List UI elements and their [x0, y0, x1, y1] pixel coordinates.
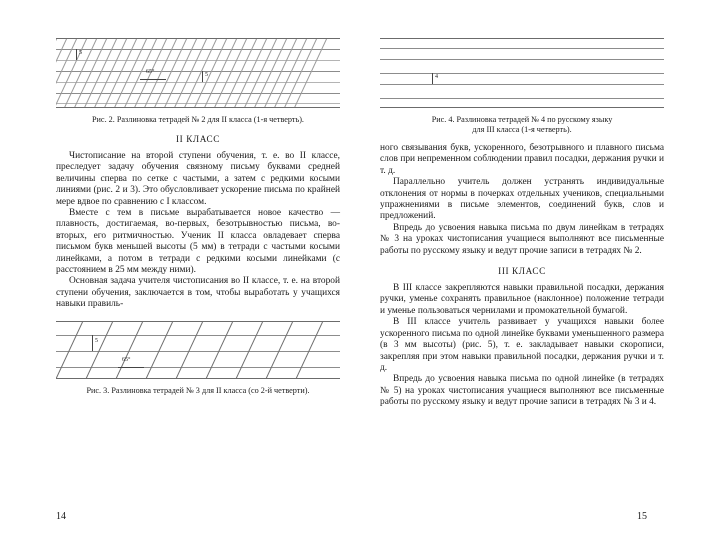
figure-3-caption: [56, 386, 340, 396]
page-number-left: 14: [56, 511, 66, 522]
body-paragraph: Параллельно учитель должен устранять индивидуальные отклонения от нормы в почерках отдельных учеников, специальными упражнениями в письме элементов, соединений букв, слов и предложений.: [380, 177, 664, 222]
slant-line: [56, 321, 97, 379]
rule-line: [56, 93, 340, 94]
body-paragraph: Основная задача учителя чистописания во II классе, т. е. на второй ступени обучения, заключается в том, чтобы выработать у учащихся навыки правиль-: [56, 276, 340, 310]
spacer: [380, 135, 664, 143]
dimension-mark: [92, 335, 93, 351]
dimension-mark: [432, 73, 433, 84]
rule-line: [56, 103, 340, 104]
figure-2: [56, 38, 340, 125]
figure-4-annotation: 4: [435, 74, 438, 80]
rule-line: [56, 60, 340, 61]
rule-line: [380, 59, 664, 60]
rule-line: [56, 71, 340, 72]
rule-line: [56, 367, 340, 368]
figure-2-annotation: 5: [205, 72, 208, 78]
figure-2-caption-line1: Рис. 2. Разлиновка тетрадей № 2 для II класса (1-я четверть).: [92, 115, 304, 124]
body-paragraph: Впредь до усвоения навыка письма по двум линейкам в тетрадях № 3 на уроках чистописания учащиеся выполняют все письменные работы по русскому языку и ведут прочие записи в тетрадях № 2.: [380, 222, 664, 256]
figure-2-annotation: 5: [79, 50, 82, 56]
figure-4-caption-line2: для III класса (1-я четверть).: [472, 125, 572, 134]
figure-4-caption: [380, 115, 664, 135]
rule-line: [380, 73, 664, 74]
body-paragraph: ного связывания букв, ускоренного, безотрывного и плавного письма слов при непременном соблюдении правил посадки, держания ручки и т. д.: [380, 143, 664, 176]
figure-4-ruling: [380, 38, 664, 108]
rule-line: [56, 335, 340, 336]
body-paragraph: В III классе учитель развивает у учащихся навыки более ускоренного письма по одной линейке буквами уменьшенного размера (в 3 мм высоты) (рис. 5), т. е. закладывает навыки скорописи, закрепляя при этом навыки правильной посадки, держания ручки и т. д.: [380, 317, 664, 373]
left-page-column: [56, 38, 340, 396]
slant-line: [72, 321, 157, 379]
rule-line: [380, 98, 664, 99]
figure-3-annotation: 65°: [122, 356, 131, 363]
figure-4: [380, 38, 664, 135]
slant-line: [56, 321, 67, 379]
figure-3: [56, 321, 340, 396]
slant-line: [222, 321, 307, 379]
figure-2-caption: [56, 115, 340, 125]
section-heading-class-3: III КЛАСС: [498, 266, 546, 277]
angle-mark: [140, 79, 166, 80]
body-paragraph: Впредь до усвоения навыка письма по одной линейке (в тетрадях № 5) на уроках чистописания учащиеся выполняют все письменные работы по русскому языку и ведут прочие записи в тетрадях № 3 и 4.: [380, 374, 664, 408]
figure-2-annotation: 65°: [146, 69, 155, 75]
section-heading-class-2: II КЛАСС: [175, 134, 220, 144]
dimension-mark: [202, 71, 203, 82]
rule-line: [380, 84, 664, 85]
figure-3-annotation: 5: [95, 337, 98, 344]
slant-line: [102, 321, 187, 379]
slant-line: [132, 321, 217, 379]
figure-4-caption-line1: Рис. 4. Разлиновка тетрадей № 4 по русскому языку: [431, 115, 613, 124]
figure-2-ruling: [56, 38, 340, 108]
figure-3-ruling: [56, 321, 340, 379]
slant-line: [162, 321, 247, 379]
slant-line: [252, 321, 337, 379]
page-number-right: 15: [637, 511, 647, 522]
figure-3-caption-line1: Рис. 3. Разлиновка тетрадей № 3 для II класса (со 2-й четверти).: [86, 385, 310, 395]
body-paragraph: Чистописание на второй ступени обучения, т. е. во II классе, преследует задачу обучения связному письму буквами средней величины сперва по сетке с частыми, а затем с редкими косыми линиями (рис. 2 и 3). Это обусловливает ускорение письма по крайней мере вдвое по сравнению с I классом.: [56, 151, 340, 207]
slant-line: [192, 321, 277, 379]
rule-line: [56, 82, 340, 83]
rule-line: [380, 48, 664, 49]
angle-mark: [118, 367, 144, 368]
body-paragraph: Вместе с тем в письме вырабатывается новое качество — плавность, достигаемая, во-первых, безотрывностью письма, во-вторых, его ритмичностью. Ученик II класса овладевает сперва письмом букв меньшей высоты (5 мм) в тетради с частыми косыми линейками, а потом в тетради с редкими косыми линейками (с расстоянием в 25 мм между ними).: [56, 208, 340, 276]
dimension-mark: [76, 49, 77, 60]
rule-line: [56, 49, 340, 50]
body-paragraph: В III классе закрепляются навыки правильной посадки, держания ручки, уменье сохранять правильное (наклонное) положение тетради и уменье пользоваться чернилами и промокательной бумагой.: [380, 283, 664, 316]
right-page-column: [380, 38, 664, 409]
